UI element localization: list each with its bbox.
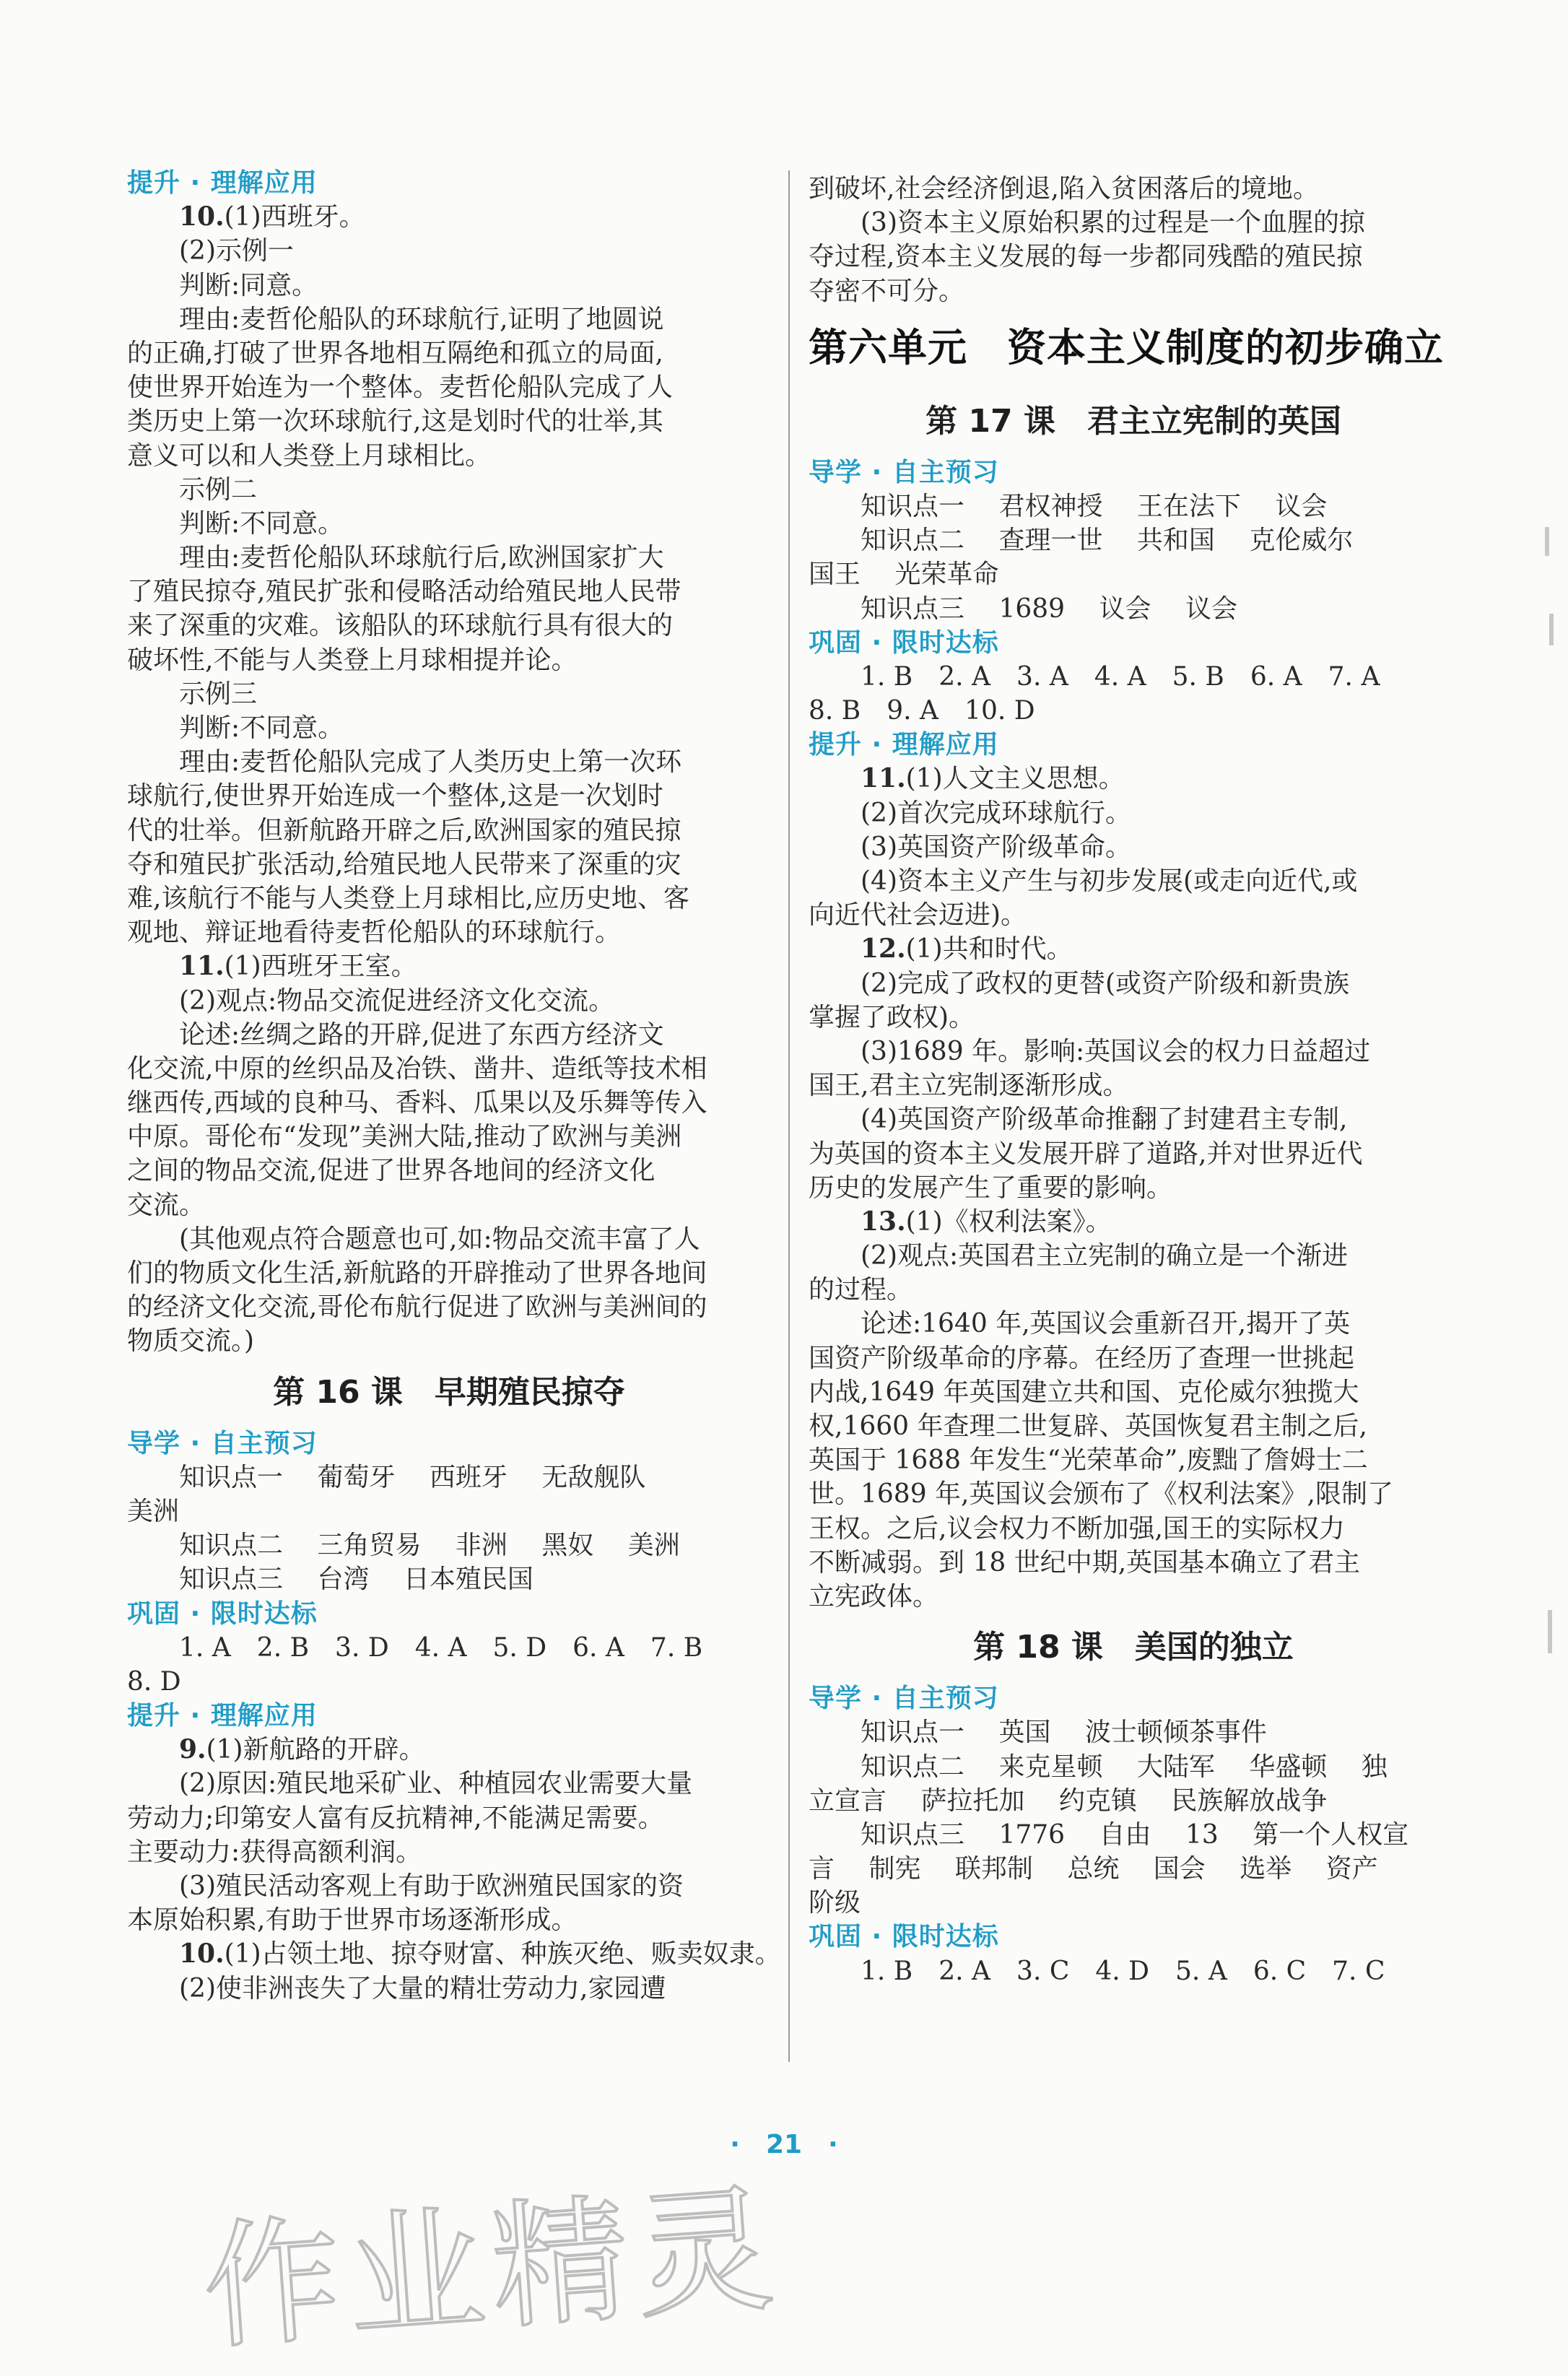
text-content: 判断:同意。 [179, 270, 318, 300]
text-line [127, 779, 771, 813]
left-column [127, 166, 781, 2006]
text-line [809, 1035, 1458, 1069]
section-heading [127, 1699, 771, 1733]
text-content: 国王 光荣革命 [809, 560, 999, 590]
text-content: 本原始积累,有助于世界市场逐渐形成。 [127, 1905, 578, 1936]
text-line [127, 336, 771, 370]
text-content: 第六单元 资本主义制度的初步确立 [809, 324, 1444, 370]
text-content: 美洲 [127, 1496, 180, 1526]
text-content: 权,1660 年查理二世复辟、英国恢复君主制之后, [809, 1411, 1367, 1441]
text-content: 为英国的资本主义发展开辟了道路,并对世界近代 [809, 1139, 1363, 1169]
text-content: (3)1689 年。影响:英国议会的权力日益超过 [861, 1036, 1371, 1066]
text-content: (1)西班牙王室。 [224, 952, 417, 982]
scan-mark [1545, 527, 1549, 556]
text-content: 观地、辩证地看待麦哲伦船队的环球航行。 [127, 918, 622, 948]
text-content: 代的壮举。但新航路开辟之后,欧洲国家的殖民掠 [127, 815, 681, 845]
text-content: 知识点一 英国 波士顿倾茶事件 [861, 1718, 1267, 1748]
lesson-title [809, 388, 1458, 456]
question-number: 13. [861, 1206, 906, 1237]
text-content: (1)人文主义思想。 [905, 764, 1125, 794]
question-number: 10. [179, 1938, 225, 1970]
text-line [809, 967, 1458, 1001]
text-line [127, 541, 771, 575]
text-content: 的过程。 [809, 1275, 913, 1305]
text-content: 中原。哥伦布“发现”美洲大陆,推动了欧洲与美洲 [127, 1122, 682, 1152]
lesson-title [809, 1614, 1458, 1681]
text-line [127, 915, 771, 949]
text-content: 国王,君主立宪制逐渐形成。 [809, 1071, 1129, 1101]
section-heading [809, 1920, 1458, 1954]
text-content: 论述:1640 年,英国议会重新召开,揭开了英 [861, 1309, 1351, 1339]
text-content: 不断减弱。到 18 世纪中期,英国基本确立了君主 [809, 1547, 1361, 1578]
text-line [809, 274, 1458, 308]
text-line [809, 592, 1458, 626]
text-content: 知识点一 君权神授 王在法下 议会 [861, 491, 1328, 521]
text-line [809, 1750, 1458, 1784]
text-content: (2)观点:物品交流促进经济文化交流。 [179, 985, 615, 1016]
scan-mark [1548, 1610, 1552, 1653]
text-content: 交流。 [127, 1190, 206, 1220]
text-content: 知识点三 台湾 日本殖民国 [179, 1565, 533, 1595]
text-content: 导学 · 自主预习 [127, 1428, 318, 1458]
text-content: (3)资本主义原始积累的过程是一个血腥的掠 [861, 208, 1365, 238]
text-line [127, 643, 771, 677]
text-line [809, 1171, 1458, 1205]
text-line [809, 1239, 1458, 1273]
text-content: 内战,1649 年英国建立共和国、克伦威尔独揽大 [809, 1377, 1359, 1407]
text-line [809, 1069, 1458, 1102]
question-number: 11. [179, 951, 225, 982]
text-line [127, 949, 771, 983]
text-content: (1)占领土地、掠夺财富、种族灭绝、贩卖奴隶。 [224, 1939, 781, 1970]
text-content: 意义可以和人类登上月球相比。 [127, 440, 492, 471]
text-content: 球航行,使世界开始连成一个整体,这是一次划时 [127, 781, 663, 811]
text-line [127, 303, 771, 336]
text-content: 第 18 课 美国的独立 [973, 1629, 1294, 1666]
text-line [127, 473, 771, 507]
text-content: (2)观点:英国君主立宪制的确立是一个渐进 [861, 1241, 1349, 1271]
text-line [809, 898, 1458, 932]
question-number: 12. [861, 934, 906, 965]
text-content: 之间的物品交流,促进了世界各地间的经济文化 [127, 1156, 655, 1186]
text-line [809, 1409, 1458, 1443]
text-content: (3)殖民活动客观上有助于欧洲殖民国家的资 [179, 1871, 684, 1901]
text-content: (2)使非洲丧失了大量的精壮劳动力,家园遭 [179, 1973, 666, 2003]
text-content: 言 制宪 联邦制 总统 国会 选举 资产 [809, 1854, 1378, 1884]
section-heading [809, 456, 1458, 489]
text-content: 知识点一 葡萄牙 西班牙 无敌舰队 [179, 1462, 646, 1492]
text-content: 导学 · 自主预习 [809, 1684, 999, 1714]
text-line [127, 1256, 771, 1290]
text-line [809, 489, 1458, 523]
text-content: 主要动力:获得高额利润。 [127, 1837, 422, 1867]
text-content: (2)首次完成环球航行。 [861, 798, 1131, 828]
text-line [127, 1767, 771, 1801]
text-line [809, 1580, 1458, 1614]
text-line [127, 984, 771, 1018]
text-content: 类历史上第一次环球航行,这是划时代的壮举,其 [127, 406, 663, 437]
text-line [809, 1137, 1458, 1171]
text-line [127, 1324, 771, 1358]
text-content: 知识点三 1689 议会 议会 [861, 593, 1237, 624]
text-line [127, 1562, 771, 1596]
text-line [127, 1290, 771, 1324]
text-line [809, 864, 1458, 898]
text-content: (1)共和时代。 [905, 934, 1073, 965]
section-heading [809, 1681, 1458, 1715]
text-line [809, 1852, 1458, 1886]
lesson-title [127, 1359, 771, 1427]
text-line [809, 172, 1458, 206]
text-line [127, 1222, 771, 1256]
section-heading [127, 1597, 771, 1631]
text-content: 8. B 9. A 10. D [809, 696, 1035, 726]
text-content: 英国于 1688 年发生“光荣革命”,废黜了詹姆士二 [809, 1445, 1368, 1476]
text-line [809, 1001, 1458, 1035]
text-content: 论述:丝绸之路的开辟,促进了东西方经济文 [179, 1019, 664, 1050]
text-content: 夺和殖民扩张活动,给殖民地人民带来了深重的灾 [127, 849, 681, 879]
text-line [127, 848, 771, 882]
text-line [127, 1631, 771, 1665]
text-line [127, 711, 771, 745]
text-content: (其他观点符合题意也可,如:物品交流丰富了人 [179, 1224, 700, 1254]
text-content: 知识点二 来克星顿 大陆军 华盛顿 独 [861, 1751, 1388, 1782]
text-line [127, 1528, 771, 1562]
text-content: 历史的发展产生了重要的影响。 [809, 1172, 1173, 1203]
text-content: 们的物质文化生活,新航路的开辟推动了世界各地间 [127, 1258, 707, 1288]
section-heading [127, 166, 771, 200]
section-heading [809, 626, 1458, 660]
text-line [809, 1341, 1458, 1375]
text-line [809, 1205, 1458, 1239]
text-content: 继西传,西域的良种马、香料、瓜果以及乐舞等传入 [127, 1088, 707, 1118]
text-line [127, 575, 771, 609]
text-content: 巩固 · 限时达标 [127, 1598, 318, 1629]
watermark-logo: 作业精灵 [198, 2169, 785, 2369]
text-line [127, 677, 771, 711]
text-line [127, 370, 771, 404]
question-number: 9. [179, 1734, 206, 1765]
text-content: (2)完成了政权的更替(或资产阶级和新贵族 [861, 968, 1350, 998]
text-line [127, 1052, 771, 1086]
text-line [127, 1018, 771, 1052]
text-content: 使世界开始连为一个整体。麦哲伦船队完成了人 [127, 373, 674, 403]
text-content: 提升 · 理解应用 [809, 730, 999, 760]
text-line [127, 1733, 771, 1767]
text-line [809, 1477, 1458, 1511]
text-line [127, 1835, 771, 1869]
text-content: 巩固 · 限时达标 [809, 627, 999, 658]
text-content: 判断:不同意。 [179, 508, 344, 539]
text-line [127, 439, 771, 473]
text-line [809, 1102, 1458, 1136]
text-content: 破坏性,不能与人类登上月球相提并论。 [127, 645, 578, 675]
text-line [809, 1546, 1458, 1580]
text-content: 夺密不可分。 [809, 276, 965, 306]
text-content: 巩固 · 限时达标 [809, 1922, 999, 1952]
text-line [127, 882, 771, 915]
text-content: 8. D [127, 1666, 181, 1697]
text-line [809, 523, 1458, 557]
text-content: 了殖民掠夺,殖民扩张和侵略活动给殖民地人民带 [127, 577, 681, 607]
text-line [127, 1188, 771, 1222]
text-line [809, 1954, 1458, 1988]
text-content: 知识点三 1776 自由 13 第一个人权宣 [861, 1819, 1409, 1850]
text-content: (4)资本主义产生与初步发展(或走向近代,或 [861, 866, 1358, 896]
text-line [809, 1273, 1458, 1307]
text-content: (4)英国资产阶级革命推翻了封建君主专制, [861, 1105, 1348, 1135]
text-line [809, 1715, 1458, 1749]
text-line [127, 404, 771, 438]
text-line [809, 694, 1458, 728]
text-content: 王权。之后,议会权力不断加强,国王的实际权力 [809, 1513, 1345, 1544]
text-line [809, 830, 1458, 864]
text-content: 的正确,打破了世界各地相互隔绝和孤立的局面, [127, 338, 663, 368]
text-content: 物质交流。) [127, 1326, 255, 1357]
text-content: 掌握了政权)。 [809, 1002, 975, 1032]
text-line [127, 507, 771, 541]
text-line [127, 269, 771, 303]
text-line [809, 1375, 1458, 1409]
text-content: (1)西班牙。 [224, 202, 365, 232]
column-divider [788, 170, 790, 2062]
text-content: 理由:麦哲伦船队的环球航行,证明了地圆说 [179, 304, 664, 334]
question-number: 10. [179, 201, 225, 232]
section-heading [127, 1427, 771, 1461]
scan-mark [1549, 614, 1554, 645]
text-content: 第 16 课 早期殖民掠夺 [273, 1373, 625, 1411]
unit-title [809, 308, 1458, 388]
text-line [809, 1443, 1458, 1477]
text-content: 国资产阶级革命的序幕。在经历了查理一世挑起 [809, 1343, 1355, 1373]
text-line [127, 609, 771, 643]
text-content: 提升 · 理解应用 [127, 168, 318, 198]
text-line [127, 200, 771, 234]
text-line [809, 796, 1458, 830]
text-content: 劳动力;印第安人富有反抗精神,不能满足需要。 [127, 1803, 664, 1833]
text-content: 第 17 课 君主立宪制的英国 [925, 402, 1341, 440]
page-number: · 21 · [730, 2130, 838, 2159]
text-content: (2)示例一 [179, 236, 294, 266]
text-line [809, 932, 1458, 966]
text-line [127, 1461, 771, 1494]
text-content: 立宣言 萨拉托加 约克镇 民族解放战争 [809, 1785, 1328, 1816]
text-line [127, 1903, 771, 1937]
text-content: 示例二 [179, 474, 258, 505]
text-line [127, 1801, 771, 1835]
text-line [809, 1307, 1458, 1341]
text-line [127, 1937, 781, 1971]
text-line [127, 1665, 771, 1699]
text-content: 1. B 2. A 3. C 4. D 5. A 6. C 7. C [861, 1956, 1385, 1986]
text-content: 来了深重的灾难。该船队的环球航行具有很大的 [127, 611, 674, 641]
section-heading [809, 728, 1458, 762]
text-content: (1)《权利法案》。 [905, 1206, 1112, 1237]
text-line [809, 557, 1458, 591]
text-content: 难,该航行不能与人类登上月球相比,应历史地、客 [127, 883, 689, 913]
text-content: 知识点二 查理一世 共和国 克伦威尔 [861, 526, 1354, 556]
text-content: 理由:麦哲伦船队完成了人类历史上第一次环 [179, 747, 682, 778]
text-line [809, 1886, 1458, 1920]
text-content: (3)英国资产阶级革命。 [861, 832, 1131, 862]
text-line [809, 762, 1458, 796]
text-line [127, 1972, 771, 2006]
text-content: 示例三 [179, 679, 258, 709]
text-line [809, 206, 1458, 240]
text-line [809, 240, 1458, 274]
text-content: 1. A 2. B 3. D 4. A 5. D 6. A 7. B [179, 1632, 703, 1663]
text-line [809, 1818, 1458, 1852]
text-line [127, 1086, 771, 1120]
text-content: (1)新航路的开辟。 [206, 1735, 425, 1765]
text-line [127, 1120, 771, 1154]
text-line [809, 1784, 1458, 1818]
text-line [809, 1512, 1458, 1546]
text-line [127, 745, 771, 779]
text-content: (2)原因:殖民地采矿业、种植园农业需要大量 [179, 1769, 693, 1799]
text-line [127, 1494, 771, 1528]
right-column [809, 172, 1458, 1988]
text-content: 到破坏,社会经济倒退,陷入贫困落后的境地。 [809, 174, 1319, 204]
text-content: 判断:不同意。 [179, 713, 344, 743]
text-line [127, 234, 771, 268]
text-content: 1. B 2. A 3. A 4. A 5. B 6. A 7. A [861, 661, 1380, 692]
text-content: 知识点二 三角贸易 非洲 黑奴 美洲 [179, 1531, 680, 1561]
text-line [127, 1869, 771, 1903]
text-content: 夺过程,资本主义发展的每一步都同残酷的殖民掠 [809, 242, 1363, 272]
text-line [127, 814, 771, 848]
text-content: 理由:麦哲伦船队环球航行后,欧洲国家扩大 [179, 543, 664, 573]
text-content: 阶级 [809, 1888, 861, 1918]
question-number: 11. [861, 763, 906, 794]
text-content: 化交流,中原的丝织品及冶铁、凿井、造纸等技术相 [127, 1053, 707, 1084]
text-content: 立宪政体。 [809, 1581, 939, 1611]
text-content: 提升 · 理解应用 [127, 1701, 318, 1731]
text-line [127, 1154, 771, 1188]
text-content: 的经济文化交流,哥伦布航行促进了欧洲与美洲间的 [127, 1292, 707, 1323]
text-content: 导学 · 自主预习 [809, 457, 999, 487]
text-line [809, 660, 1458, 694]
text-content: 世。1689 年,英国议会颁布了《权利法案》,限制了 [809, 1479, 1393, 1510]
text-content: 向近代社会迈进)。 [809, 900, 1027, 931]
